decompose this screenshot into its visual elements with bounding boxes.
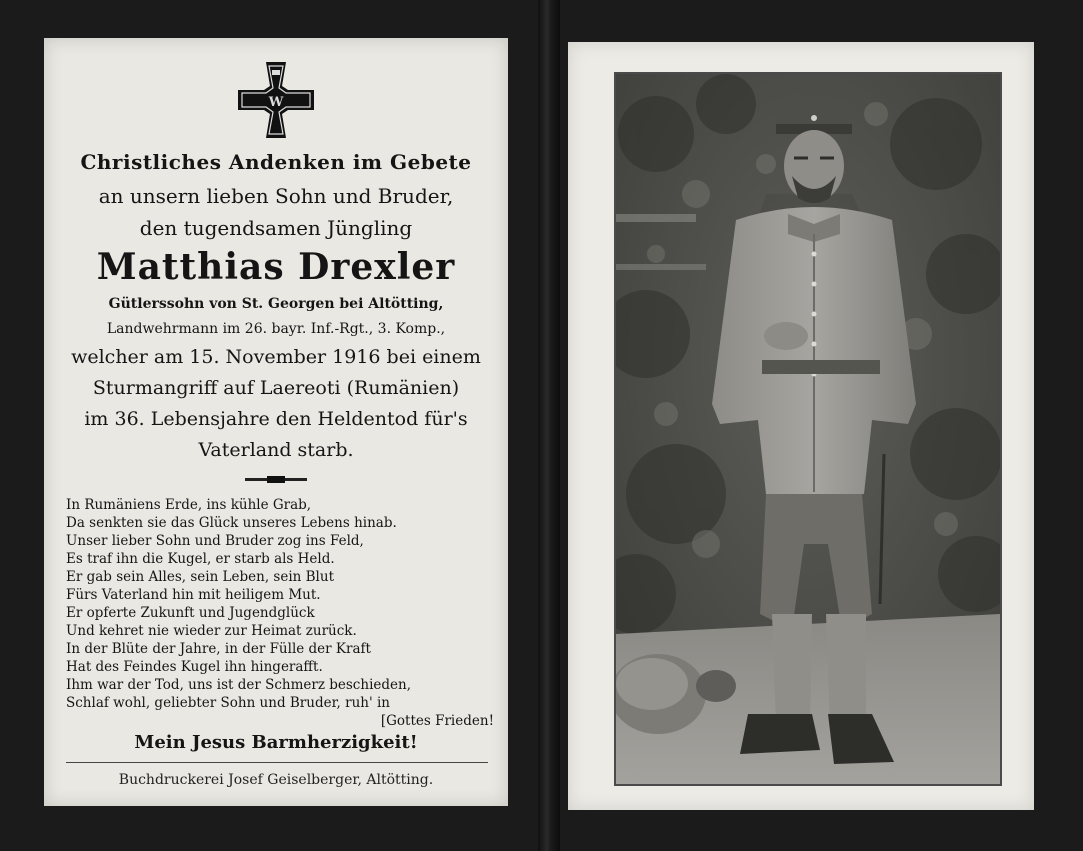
footer-rule	[66, 762, 488, 763]
soldier-photo	[614, 72, 1002, 786]
poem-line: Schlaf wohl, geliebter Sohn und Bruder, ruh' in	[66, 695, 390, 711]
poem-line: Er opferte Zukunft und Jugendglück	[66, 605, 315, 621]
death-line: welcher am 15. November 1916 bei einem	[71, 346, 481, 368]
iron-cross-icon	[236, 60, 316, 140]
card-fold	[538, 0, 560, 851]
death-line: im 36. Lebensjahre den Heldentod für's	[84, 408, 468, 430]
dedication-line: an unsern lieben Sohn und Bruder,	[98, 184, 454, 208]
memorial-heading: Christliches Andenken im Gebete	[80, 150, 472, 174]
deceased-name: Matthias Drexler	[96, 246, 456, 288]
poem-line: In Rumäniens Erde, ins kühle Grab,	[66, 497, 312, 513]
death-line: Vaterland starb.	[198, 439, 354, 461]
poem-line: Fürs Vaterland hin mit heiligem Mut.	[66, 587, 321, 603]
rank-line: Landwehrmann im 26. bayr. Inf.-Rgt., 3. Komp.,	[106, 321, 446, 337]
memorial-text-card	[44, 38, 508, 806]
poem-line: Unser lieber Sohn und Bruder zog ins Feld,	[66, 533, 364, 549]
memorial-poem	[66, 496, 494, 730]
origin-line: Gütlerssohn von St. Georgen bei Altötting,	[108, 296, 444, 312]
poem-line: [Gottes Frieden!	[380, 713, 494, 729]
memorial-photo-card	[568, 42, 1034, 810]
poem-line: Es traf ihn die Kugel, er starb als Held.	[66, 551, 335, 567]
poem-line: Und kehret nie wieder zur Heimat zurück.	[66, 623, 357, 639]
poem-line: In der Blüte der Jahre, in der Fülle der Kraft	[66, 641, 371, 657]
poem-line: Er gab sein Alles, sein Leben, sein Blut	[66, 569, 334, 585]
dedication-line-2: den tugendsamen Jüngling	[139, 216, 413, 240]
ornament-divider	[245, 478, 307, 481]
closing-prayer: Mein Jesus Barmherzigkeit!	[134, 732, 418, 753]
poem-line: Ihm war der Tod, uns ist der Schmerz beschieden,	[66, 677, 411, 693]
cross-letter: W	[268, 95, 284, 110]
poem-line: Da senkten sie das Glück unseres Lebens hinab.	[66, 515, 397, 531]
printer-credit: Buchdruckerei Josef Geiselberger, Altötting.	[118, 772, 434, 788]
death-line: Sturmangriff auf Laereoti (Rumänien)	[92, 377, 460, 399]
poem-line: Hat des Feindes Kugel ihn hingerafft.	[66, 659, 323, 675]
